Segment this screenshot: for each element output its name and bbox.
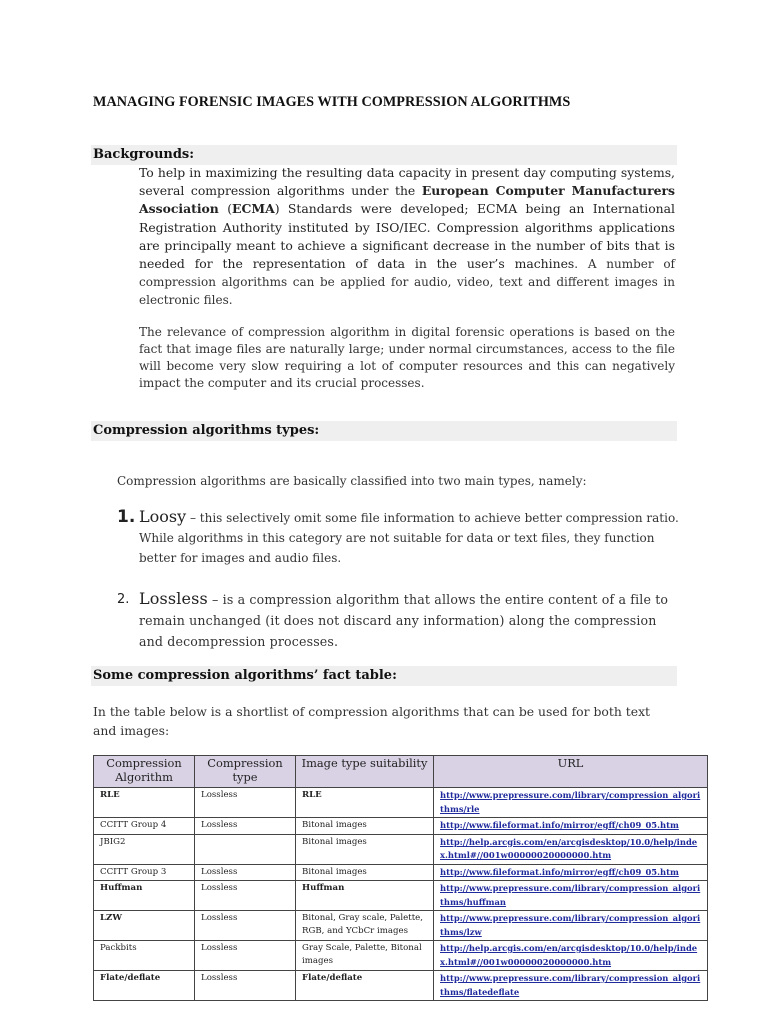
table-header-row (94, 756, 708, 788)
list-term: Loosy (139, 507, 187, 526)
cell-url (434, 788, 708, 818)
backgrounds-paragraph-2: The relevance of compression algorithm in digital forensic operations is based on the fact that image files are naturally large; under normal circumstances, access to the file will become very slow requiring a lot of computer resources and this can negatively impact the computer and its crucial processes. (139, 325, 675, 390)
cell-type (195, 834, 296, 864)
document-title: MANAGING FORENSIC IMAGES WITH COMPRESSION ALGORITHMS (93, 94, 571, 110)
cell-suitability: Bitonal images (296, 818, 434, 835)
url-link[interactable]: http://help.arcgis.com/en/arcgisdesktop/10.0/help/index.html#//001w00000020000000.htm (440, 836, 698, 860)
p1-bold-ecma: ECMA (232, 201, 275, 217)
facts-heading: Some compression algorithms’ fact table: (91, 666, 677, 686)
cell-suitability: Flate/deflate (296, 971, 434, 1001)
cell-algorithm: CCITT Group 4 (94, 818, 195, 835)
cell-suitability: Gray Scale, Palette, Bitonal images (296, 941, 434, 971)
p1-text-e: ) Standards were developed; ECMA being an International Registration Authority instituted by ISO/IEC. Compression algorithms applications are principally meant to achieve a significant decrease in the number of bits that is needed for the representation of data in the user’s machines (139, 201, 675, 272)
cell-type: Lossless (195, 864, 296, 881)
cell-url (434, 971, 708, 1001)
cell-suitability: RLE (296, 788, 434, 818)
p1-text-c: ( (218, 201, 233, 217)
cell-type: Lossless (195, 881, 296, 911)
url-link[interactable]: http://www.prepressure.com/library/compression_algorithms/rle (440, 790, 701, 814)
cell-type: Lossless (195, 818, 296, 835)
p1-text-a: To help in maximizing the resulting data capacity in present day computing systems, several compression algorithms under the (139, 165, 675, 199)
backgrounds-heading: Backgrounds: (91, 145, 677, 165)
p1-text-f: . A number of compression algorithms can be applied for audio, video, text and different images in electronic files. (139, 257, 675, 308)
cell-algorithm: RLE (94, 788, 195, 818)
table-row (94, 881, 708, 911)
list-description: – this selectively omit some file information to achieve better compression ratio. While algorithms in this category are not suitable for data or text files, they function better for images and audio files. (139, 511, 679, 565)
types-heading: Compression algorithms types: (91, 421, 677, 441)
facts-table (93, 755, 708, 1001)
list-description: – is a compression algorithm that allows the entire content of a file to remain unchanged (it does not discard any information) along the compression and decompression processes. (139, 592, 669, 649)
cell-url (434, 941, 708, 971)
url-link[interactable]: http://www.prepressure.com/library/compression_algorithms/lzw (440, 913, 701, 937)
cell-algorithm: LZW (94, 911, 195, 941)
url-link[interactable]: http://help.arcgis.com/en/arcgisdesktop/10.0/help/index.html#//001w00000020000000.htm (440, 943, 698, 967)
column-header-type: Compression type (195, 756, 296, 788)
cell-algorithm: Packbits (94, 941, 195, 971)
column-header-url: URL (434, 756, 708, 788)
list-term: Lossless (139, 589, 208, 608)
cell-type: Lossless (195, 788, 296, 818)
p1-bold-ecma-name: European Computer Manufacturers Association (139, 183, 675, 217)
table-row (94, 834, 708, 864)
cell-suitability: Bitonal, Gray scale, Palette, RGB, and YCbCr images (296, 911, 434, 941)
cell-url (434, 881, 708, 911)
cell-url (434, 864, 708, 881)
url-link[interactable]: http://www.prepressure.com/library/compression_algorithms/huffman (440, 883, 701, 907)
cell-suitability: Bitonal images (296, 864, 434, 881)
cell-url (434, 834, 708, 864)
table-row (94, 818, 708, 835)
url-link[interactable]: http://www.fileformat.info/mirror/egff/ch09_05.htm (440, 866, 679, 877)
cell-type: Lossless (195, 911, 296, 941)
table-row (94, 788, 708, 818)
cell-type: Lossless (195, 941, 296, 971)
cell-algorithm: CCITT Group 3 (94, 864, 195, 881)
table-row (94, 911, 708, 941)
list-item-body (139, 588, 679, 652)
column-header-suitability: Image type suitability (296, 756, 434, 788)
column-header-algorithm: Compression Algorithm (94, 756, 195, 788)
url-link[interactable]: http://www.prepressure.com/library/compression_algorithms/flatedeflate (440, 973, 701, 997)
cell-algorithm: JBIG2 (94, 834, 195, 864)
list-item-body (139, 507, 679, 568)
list-number: 1. (117, 507, 136, 527)
cell-url (434, 818, 708, 835)
facts-intro: In the table below is a shortlist of compression algorithms that can be used for both text and images: (93, 704, 651, 738)
cell-suitability: Bitonal images (296, 834, 434, 864)
cell-algorithm: Flate/deflate (94, 971, 195, 1001)
cell-url (434, 911, 708, 941)
backgrounds-paragraph-1 (139, 164, 675, 310)
table-row (94, 941, 708, 971)
url-link[interactable]: http://www.fileformat.info/mirror/egff/ch09_05.htm (440, 820, 679, 830)
table-row (94, 971, 708, 1001)
cell-suitability: Huffman (296, 881, 434, 911)
cell-type: Lossless (195, 971, 296, 1001)
list-number: 2. (117, 592, 130, 607)
types-intro: Compression algorithms are basically classified into two main types, namely: (117, 474, 587, 488)
table-row (94, 864, 708, 881)
cell-algorithm: Huffman (94, 881, 195, 911)
